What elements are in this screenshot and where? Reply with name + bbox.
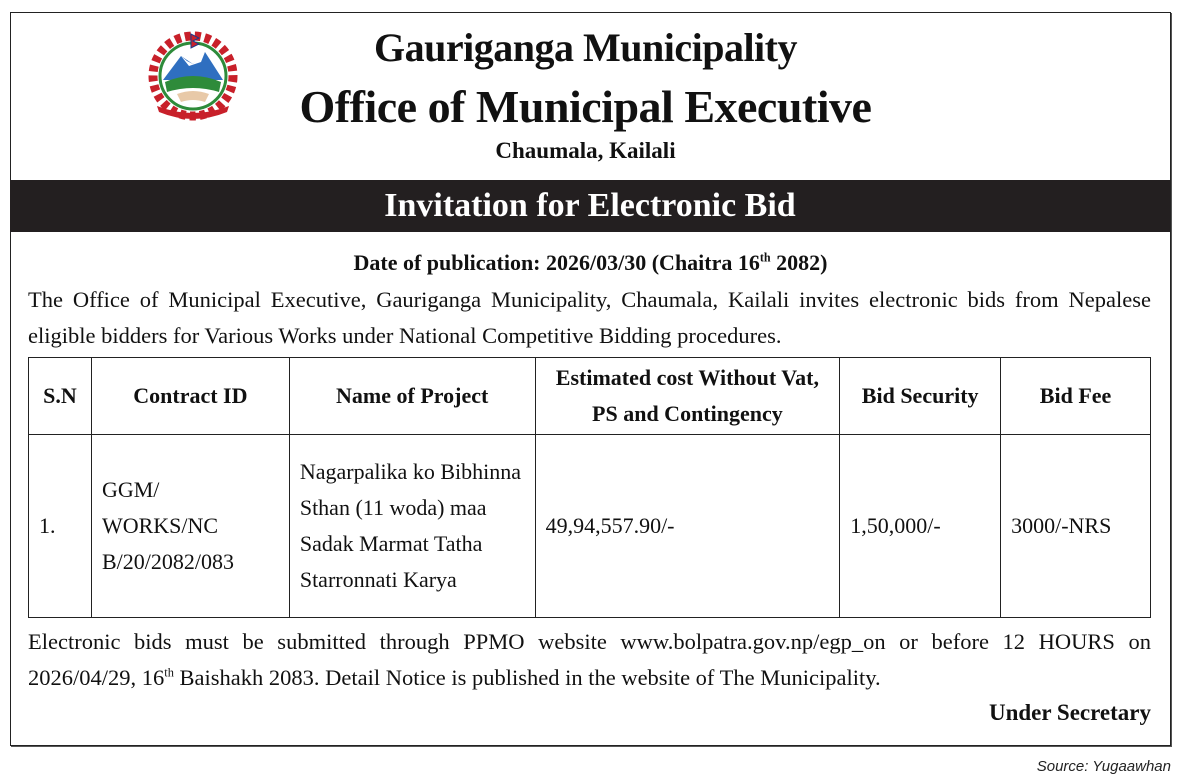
office-name: Office of Municipal Executive — [299, 81, 872, 132]
publication-date-tail: 2082) — [770, 250, 828, 275]
submission-sup: th — [164, 665, 174, 680]
cell-sn: 1. — [29, 435, 92, 618]
header-sn: S.N — [29, 358, 92, 435]
header-project-name: Name of Project — [289, 358, 535, 435]
bid-table — [28, 357, 1151, 618]
cell-project-name: Nagarpalika ko Bibhinna Sthan (11 woda) maa Sadak Marmat Tatha Starronnati Karya — [289, 435, 535, 618]
submission-paragraph — [28, 624, 1151, 696]
intro-paragraph: The Office of Municipal Executive, Gauriganga Municipality, Chaumala, Kailali invites electronic bids from Nepalese eligible bidders for Various Works under National Competitive Bidding procedures. — [28, 287, 1151, 348]
cell-estimated-cost: 49,94,557.90/- — [535, 435, 840, 618]
header-bid-security: Bid Security — [840, 358, 1001, 435]
cell-bid-security: 1,50,000/- — [840, 435, 1001, 618]
signatory: Under Secretary — [988, 700, 1151, 725]
publication-date-label: Date of publication: 2026/03/30 (Chaitra 16 — [353, 250, 760, 275]
municipality-name: Gauriganga Municipality — [374, 25, 797, 70]
publication-date-sup: th — [759, 250, 771, 265]
source-credit: Source: Yugaawhan — [1036, 758, 1171, 775]
cell-bid-fee: 3000/-NRS — [1001, 435, 1151, 618]
notice-title-banner: Invitation for Electronic Bid — [10, 180, 1170, 232]
header-estimated-cost: Estimated cost Without Vat, PS and Contingency — [535, 358, 840, 435]
submission-text: Electronic bids must be submitted through PPMO website www.bolpatra.gov.np/egp_on or before 12 HOURS on 2026/04/29, 16 — [28, 629, 1151, 690]
office-location: Chaumala, Kailali — [495, 138, 676, 163]
table-header-row — [29, 358, 1151, 435]
header-contract-id: Contract ID — [91, 358, 289, 435]
publication-date — [0, 250, 1181, 276]
header-bid-fee: Bid Fee — [1001, 358, 1151, 435]
table-row — [29, 435, 1151, 618]
submission-text-tail: Baishakh 2083. Detail Notice is published in the website of The Municipality. — [173, 665, 881, 690]
cell-contract-id: GGM/ WORKS/NC B/20/2082/083 — [91, 435, 289, 618]
